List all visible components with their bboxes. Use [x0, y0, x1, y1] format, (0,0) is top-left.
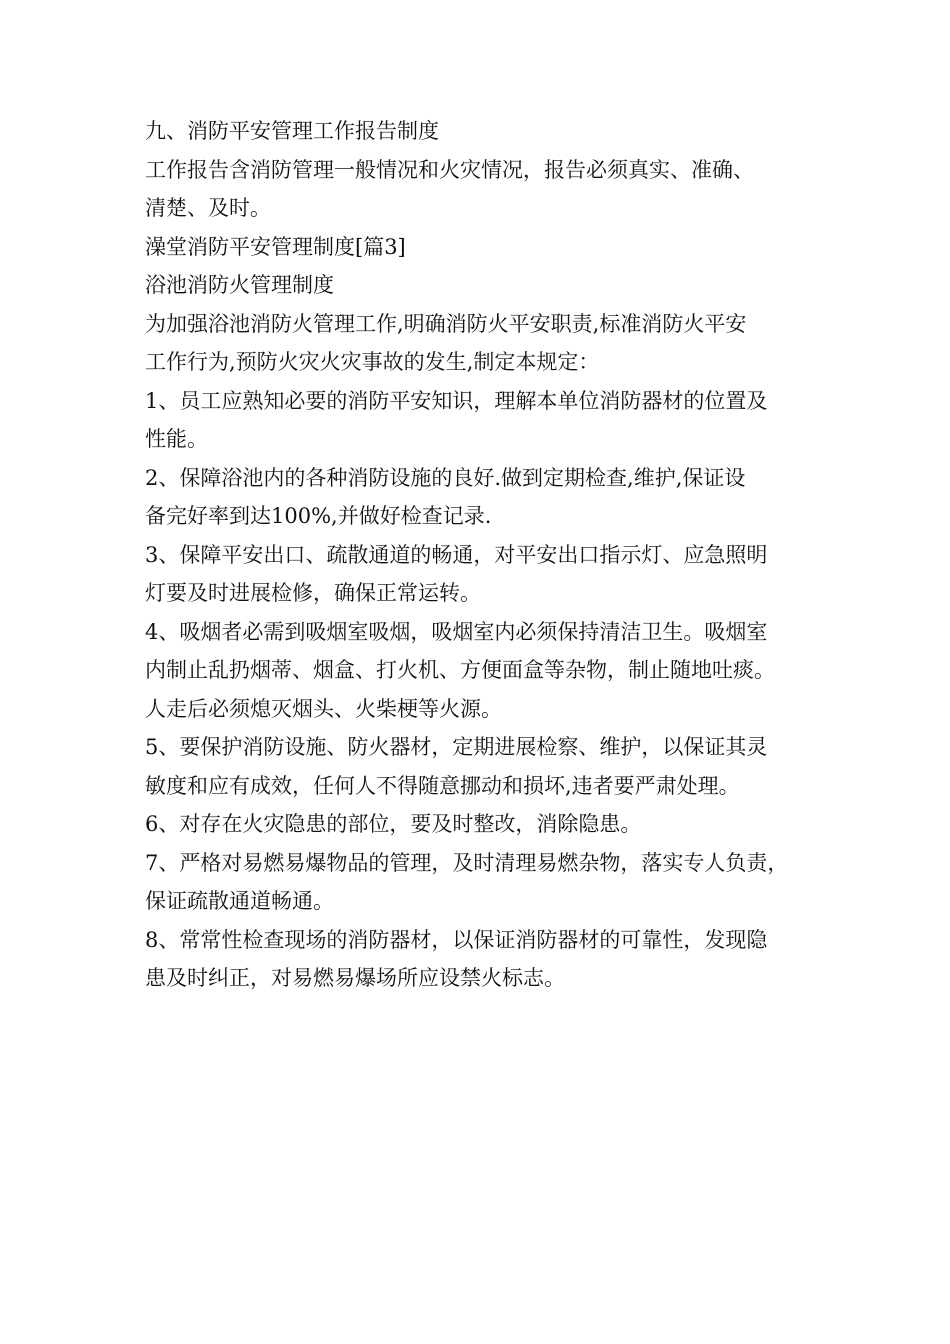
rule-item-7: 7、严格对易燃易爆物品的管理，及时清理易燃杂物，落实专人负责，	[145, 850, 789, 875]
text-line: 备完好率到达100%,并做好检查记录.	[145, 504, 492, 528]
text-line: 工作报告含消防管理一般情况和火灾情况，报告必须真实、准确、	[145, 157, 754, 182]
text-line: 工作行为,预防火灾火灾事故的发生,制定本规定：	[145, 350, 600, 374]
text-line: 为加强浴池消防火管理工作,明确消防火平安职责,标准消防火平安	[145, 311, 747, 336]
text-line: 敏度和应有成效，任何人不得随意挪动和损坏,违者要严肃处理。	[145, 773, 740, 798]
rule-item-3: 3、保障平安出口、疏散通道的畅通，对平安出口指示灯、应急照明	[145, 542, 768, 567]
rule-item-5: 5、要保护消防设施、防火器材，定期进展检察、维护，以保证其灵	[145, 735, 768, 759]
section-heading-9: 九、消防平安管理工作报告制度	[145, 119, 439, 143]
rule-item-8: 8、常常性检查现场的消防器材，以保证消防器材的可靠性，发现隐	[145, 927, 768, 952]
text-line: 保证疏散通道畅通。	[145, 889, 334, 913]
document-body	[145, 112, 825, 998]
text-line: 灯要及时进展检修，确保正常运转。	[145, 581, 481, 605]
text-line: 人走后必须熄灭烟头、火柴梗等火源。	[145, 696, 502, 721]
rule-item-2: 2、保障浴池内的各种消防设施的良好.做到定期检查,维护,保证设	[145, 465, 746, 490]
article-subtitle: 浴池消防火管理制度	[145, 273, 334, 297]
rule-item-1: 1、员工应熟知必要的消防平安知识，理解本单位消防器材的位置及	[145, 388, 768, 413]
rule-item-4: 4、吸烟者必需到吸烟室吸烟，吸烟室内必须保持清洁卫生。吸烟室	[145, 619, 768, 644]
rule-item-6: 6、对存在火灾隐患的部位，要及时整改，消除隐患。	[145, 812, 642, 836]
article-title: 澡堂消防平安管理制度[篇3]	[145, 234, 406, 259]
text-line: 性能。	[145, 427, 208, 451]
text-line: 清楚、及时。	[145, 196, 271, 220]
text-line: 内制止乱扔烟蒂、烟盒、打火机、方便面盒等杂物，制止随地吐痰。	[145, 658, 775, 682]
text-line: 患及时纠正，对易燃易爆场所应设禁火标志。	[145, 966, 565, 990]
